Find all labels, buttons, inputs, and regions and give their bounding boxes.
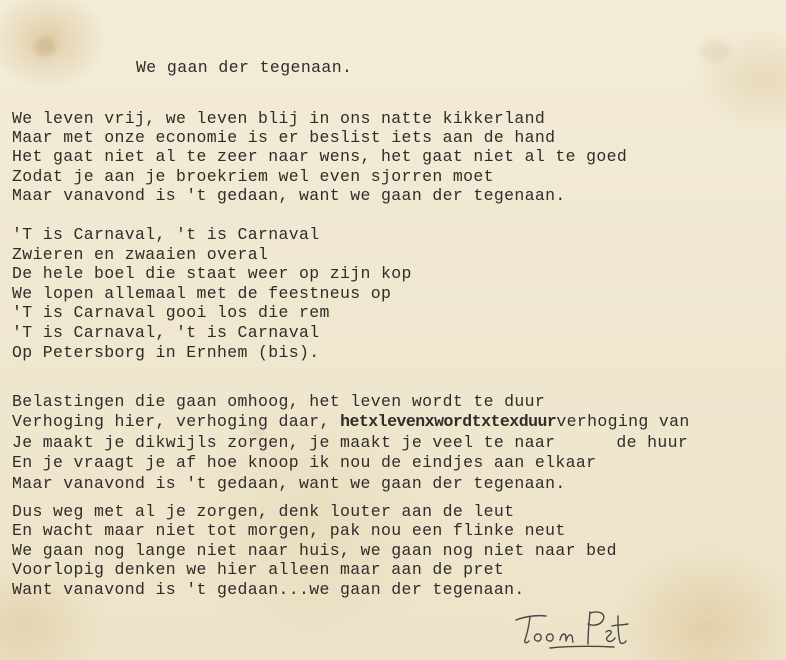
- verse-line: Maar met onze economie is er beslist iets aan de hand: [12, 128, 556, 148]
- verse-line: Voorlopig denken we hier alleen maar aan de pret: [12, 560, 505, 580]
- verse-line: 'T is Carnaval, 't is Carnaval: [12, 322, 320, 342]
- verse-line-start: Je maakt je dikwijls zorgen, je maakt je veel te naar: [12, 432, 556, 452]
- verse-line-end: verhoging van: [556, 412, 690, 432]
- stanza-2-chorus: [12, 225, 412, 362]
- verse-line: Maar vanavond is 't gedaan, want we gaan der tegenaan.: [12, 185, 566, 205]
- handwritten-signature: [512, 604, 632, 652]
- struck-out-text: hetxlevenxwordtxtexduur: [340, 412, 557, 432]
- verse-line: 'T is Carnaval, 't is Carnaval: [12, 225, 320, 244]
- verse-line-with-continuation: [12, 433, 690, 453]
- verse-line: En wacht maar niet tot morgen, pak nou een flinke neut: [12, 521, 566, 541]
- paper-stain: [700, 40, 730, 62]
- verse-line: 'T is Carnaval gooi los die rem: [12, 303, 330, 323]
- verse-line: We gaan nog lange niet naar huis, we gaan nog niet naar bed: [12, 540, 617, 560]
- verse-line: Het gaat niet al te zeer naar wens, het gaat niet al te goed: [12, 147, 628, 167]
- verse-line: Want vanavond is 't gedaan...we gaan der tegenaan.: [12, 579, 525, 599]
- verse-line-continuation: de huur: [616, 432, 689, 452]
- verse-line: Maar vanavond is 't gedaan, want we gaan der tegenaan.: [12, 473, 566, 493]
- verse-line: En je vraagt je af hoe knoop ik nou de eindjes aan elkaar: [12, 453, 597, 473]
- verse-line: Belastingen die gaan omhoog, het leven wordt te duur: [12, 392, 546, 411]
- verse-line: Op Petersborg in Ernhem (bis).: [12, 342, 320, 362]
- stanza-3: [12, 392, 690, 494]
- paper-stain: [34, 38, 56, 56]
- verse-line: Zwieren en zwaaien overal: [12, 244, 269, 264]
- verse-line-with-correction: [12, 412, 690, 432]
- verse-line: De hele boel die staat weer op zijn kop: [12, 264, 412, 284]
- stanza-1: [12, 109, 627, 205]
- verse-line-start: Verhoging hier, verhoging daar,: [12, 412, 341, 432]
- verse-line: Dus weg met al je zorgen, denk louter aan de leut: [12, 502, 515, 521]
- verse-line: We leven vrij, we leven blij in ons natte kikkerland: [12, 109, 546, 128]
- verse-line: Zodat je aan je broekriem wel even sjorren moet: [12, 166, 494, 186]
- verse-line: We lopen allemaal met de feestneus op: [12, 283, 392, 303]
- document-title: We gaan der tegenaan.: [136, 58, 353, 77]
- stanza-4: [12, 502, 617, 599]
